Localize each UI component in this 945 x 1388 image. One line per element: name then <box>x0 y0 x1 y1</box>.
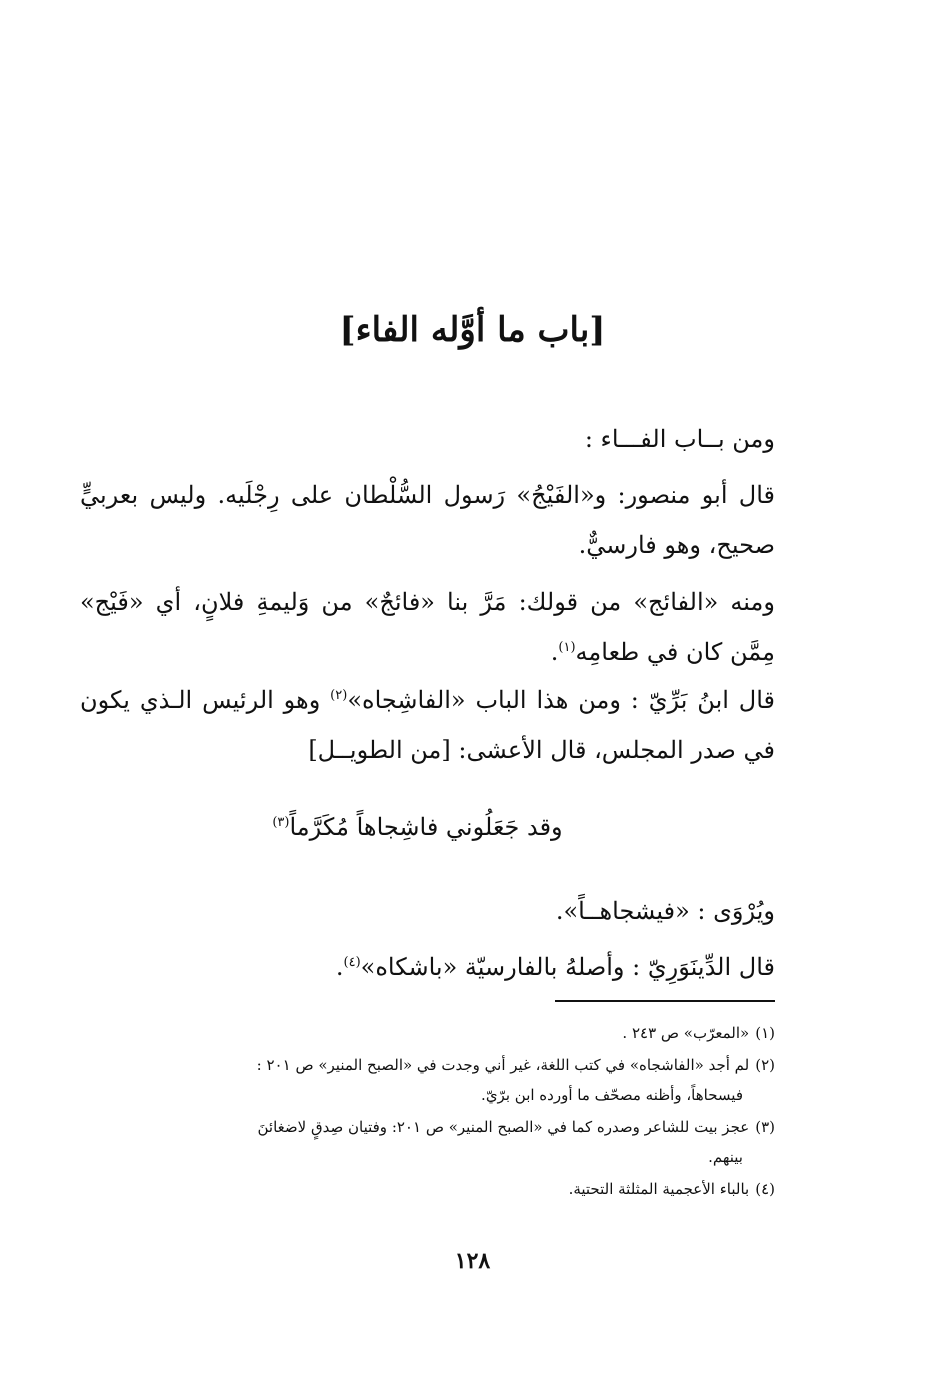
variant-reading-text: ويُرْوَى : «فيشجاهــاً». <box>555 897 775 925</box>
footnote-continuation: بينهم. <box>708 1148 743 1166</box>
paragraph-2 <box>80 577 775 677</box>
paragraph-5-end: . <box>335 953 344 981</box>
paragraph-faij <box>80 577 775 677</box>
footnote-item <box>80 1112 775 1172</box>
footnote-ref-4: (٤) <box>343 955 361 970</box>
paragraph-3-text-a: قال ابنُ بَرِّيّ : ومن هذا الباب «الفاشِجاه» <box>347 686 775 714</box>
paragraph-abu-mansur <box>80 470 775 570</box>
paragraph-2-end: . <box>550 638 559 666</box>
footnote-item <box>80 1174 775 1204</box>
paragraph-5 <box>80 942 775 992</box>
footnote-ref-2: (٢) <box>330 688 348 703</box>
intro-line <box>80 414 775 464</box>
footnotes <box>80 1018 775 1206</box>
footnote-number: (٣) <box>755 1118 775 1136</box>
paragraph-5-text: قال الدِّينَوَرِيّ : وأصلهُ بالفارسيّة «باشكاه» <box>360 953 775 981</box>
poetry-verse <box>0 802 945 852</box>
page-number: ١٢٨ <box>454 1248 491 1274</box>
paragraph-ibn-barri <box>80 675 775 775</box>
intro-text: ومن بــاب الفـــاء : <box>584 425 775 453</box>
footnote-text: بالباء الأعجمية المثلثة التحتية. <box>568 1180 750 1198</box>
footnote-ref-3: (٣) <box>272 815 290 830</box>
footnote-text: عجز بيت للشاعر وصدره كما في «الصبح المنير» ص ٢٠١: وفتيان صِدقٍ لاضغائنَ <box>257 1118 750 1136</box>
verse-text: وقد جَعَلُوني فاشِجاهاً مُكَرَّماً <box>289 813 563 841</box>
footnote-divider <box>555 1000 775 1002</box>
footnote-number: (٤) <box>755 1180 775 1198</box>
chapter-title: [باب ما أوَّله الفاء] <box>339 310 606 350</box>
footnote-number: (٢) <box>755 1056 775 1074</box>
footnote-ref-1: (١) <box>558 640 576 655</box>
footnote-number: (١) <box>755 1024 775 1042</box>
footnote-continuation: فيسحاهاً، وأظنه مصحّف ما أورده ابن برّيّ. <box>481 1086 743 1104</box>
footnote-text: لم أجد «الفاشجاه» في كتب اللغة، غير أني وجدت في «الصبح المنير» ص ٢٠١ : <box>256 1056 750 1074</box>
footnote-item <box>80 1018 775 1048</box>
variant-reading <box>80 886 775 936</box>
paragraph-dinawari <box>80 942 775 992</box>
paragraph-1-text: قال أبو منصور: و«الفَيْجُ» رَسول السُّلْطان على رِجْلَيه. وليس بعربيٍّ صحيح، وهو فارسيٌّ. <box>80 481 775 559</box>
paragraph-3 <box>80 675 775 775</box>
paragraph-2-text: ومنه «الفائج» من قولك: مَرَّ بنا «فائجٌ» من وَليمةِ فلانٍ، أي «فَيْج» مِمَّن كان في طعامِه <box>80 588 775 666</box>
paragraph-3-text-b: وهو الرئيس الـذي يكون في صدر المجلس، قال الأعشى: [من الطويــل] <box>80 686 775 764</box>
footnote-item <box>80 1050 775 1110</box>
footnote-text: «المعرّب» ص ٢٤٣ . <box>622 1024 750 1042</box>
